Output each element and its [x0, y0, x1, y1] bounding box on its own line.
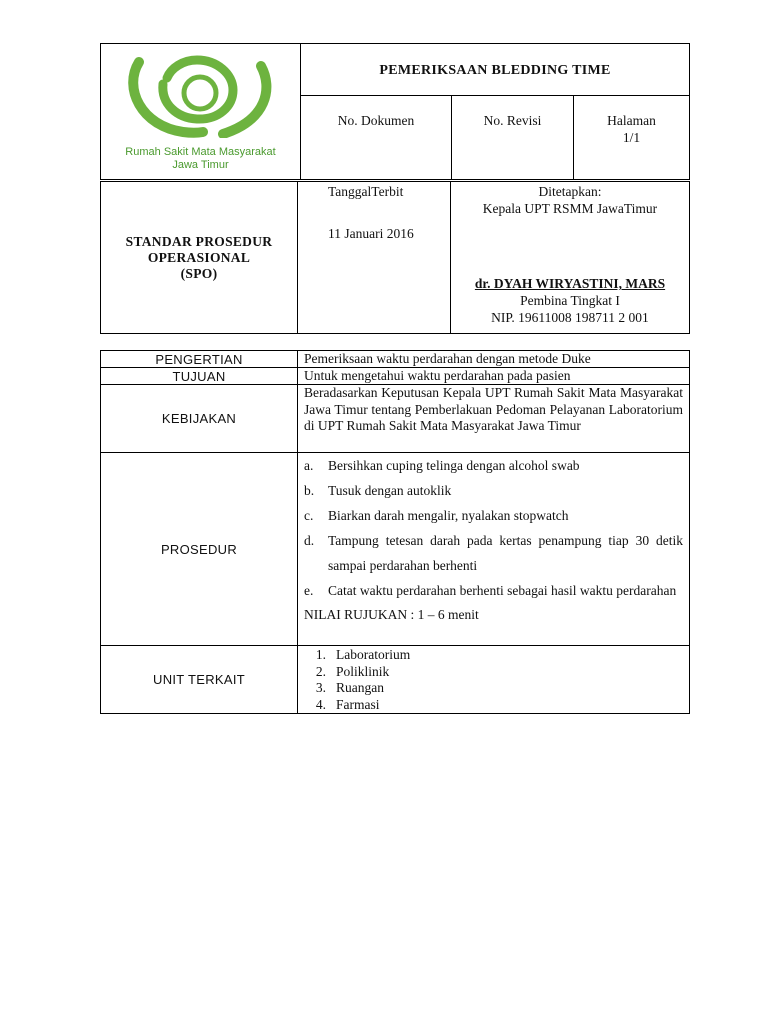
ditetapkan-by: Kepala UPT RSMM JawaTimur [482, 201, 658, 216]
tujuan-text: Untuk mengetahui waktu perdarahan pada pasien [298, 368, 690, 385]
eye-logo-icon [101, 48, 299, 138]
halaman-cell [574, 96, 690, 180]
hospital-name [101, 146, 300, 172]
unit-item [304, 680, 683, 697]
kebijakan-row [101, 385, 690, 453]
prosedur-step [304, 528, 683, 578]
hospital-logo [101, 44, 300, 134]
unit-item-marker: 1. [315, 647, 326, 662]
prosedur-step-text: Tusuk dengan autoklik [328, 483, 452, 498]
sections-table [100, 350, 690, 714]
ditetapkan-cell [451, 182, 690, 334]
hospital-name-line2: Jawa Timur [172, 159, 229, 171]
nilai-rujukan: NILAI RUJUKAN : 1 – 6 menit [304, 607, 479, 622]
unit-label: UNIT TERKAIT [101, 646, 298, 714]
hospital-name-line1: Rumah Sakit Mata Masyarakat [125, 146, 276, 158]
prosedur-step [304, 478, 683, 503]
tanggal-label: TanggalTerbit [328, 184, 404, 199]
prosedur-row [101, 453, 690, 646]
unit-item-marker: 3. [315, 680, 326, 695]
no-dokumen-cell [301, 96, 452, 180]
prosedur-steps [304, 453, 683, 603]
no-revisi-label: No. Revisi [483, 113, 542, 128]
tanggal-value: 11 Januari 2016 [328, 226, 414, 241]
spo-title-cell [101, 182, 298, 334]
kebijakan-label: KEBIJAKAN [101, 385, 298, 453]
spo-title-line3: (SPO) [180, 265, 218, 281]
unit-row [101, 646, 690, 714]
prosedur-step-text: Catat waktu perdarahan berhenti sebagai hasil waktu perdarahan [328, 583, 677, 598]
unit-cell [298, 646, 690, 714]
unit-item-text: Laboratorium [336, 647, 411, 662]
tujuan-row [101, 368, 690, 385]
prosedur-step-text: Biarkan darah mengalir, nyalakan stopwatch [328, 508, 569, 523]
pengertian-label: PENGERTIAN [101, 351, 298, 368]
header-table [100, 43, 690, 180]
no-dokumen-label: No. Dokumen [337, 113, 415, 128]
prosedur-step-text: Bersihkan cuping telinga dengan alcohol swab [328, 458, 580, 473]
tanggal-cell [298, 182, 451, 334]
ditetapkan-label: Ditetapkan: [538, 184, 602, 199]
spo-title-line2: OPERASIONAL [147, 249, 251, 265]
pengertian-text: Pemeriksaan waktu perdarahan dengan metode Duke [298, 351, 690, 368]
prosedur-step-text: Tampung tetesan darah pada kertas penampung tiap 30 detik sampai perdarahan berhenti [328, 533, 683, 573]
prosedur-step [304, 453, 683, 478]
signer-nip: NIP. 19611008 198711 2 001 [491, 310, 649, 325]
unit-item [304, 697, 683, 714]
prosedur-step-marker: c. [304, 508, 314, 523]
prosedur-step [304, 578, 683, 603]
doc-title-cell [301, 44, 690, 96]
no-revisi-cell [452, 96, 574, 180]
prosedur-step [304, 503, 683, 528]
signer-name: dr. DYAH WIRYASTINI, MARS [474, 276, 666, 291]
unit-item-text: Ruangan [336, 680, 384, 695]
doc-title: PEMERIKSAAN BLEDDING TIME [379, 62, 611, 78]
pengertian-row [101, 351, 690, 368]
unit-item-text: Farmasi [336, 696, 380, 712]
halaman-value: 1/1 [622, 130, 641, 145]
prosedur-step-marker: d. [304, 533, 315, 548]
prosedur-step-marker: a. [304, 458, 314, 473]
unit-list [304, 647, 683, 713]
tujuan-label: TUJUAN [101, 368, 298, 385]
prosedur-step-marker: e. [304, 583, 314, 598]
unit-item [304, 647, 683, 664]
spo-table [100, 181, 690, 334]
kebijakan-text: Beradasarkan Keputusan Kepala UPT Rumah Sakit Mata Masyarakat Jawa Timur tentang Pemberlakuan Pedoman Pelayanan Laboratorium di UPT Rumah Sakit Mata Masyarakat Jawa Timur [298, 385, 690, 453]
prosedur-step-marker: b. [304, 483, 315, 498]
unit-item-marker: 4. [315, 696, 326, 712]
prosedur-label: PROSEDUR [101, 453, 298, 646]
prosedur-cell [298, 453, 690, 646]
unit-item-text: Poliklinik [336, 663, 390, 679]
unit-item-marker: 2. [315, 663, 326, 679]
logo-cell [101, 44, 301, 180]
halaman-label: Halaman [607, 113, 656, 128]
unit-item [304, 664, 683, 681]
signer-rank: Pembina Tingkat I [520, 293, 620, 308]
spo-title-line1: STANDAR PROSEDUR [125, 233, 273, 249]
